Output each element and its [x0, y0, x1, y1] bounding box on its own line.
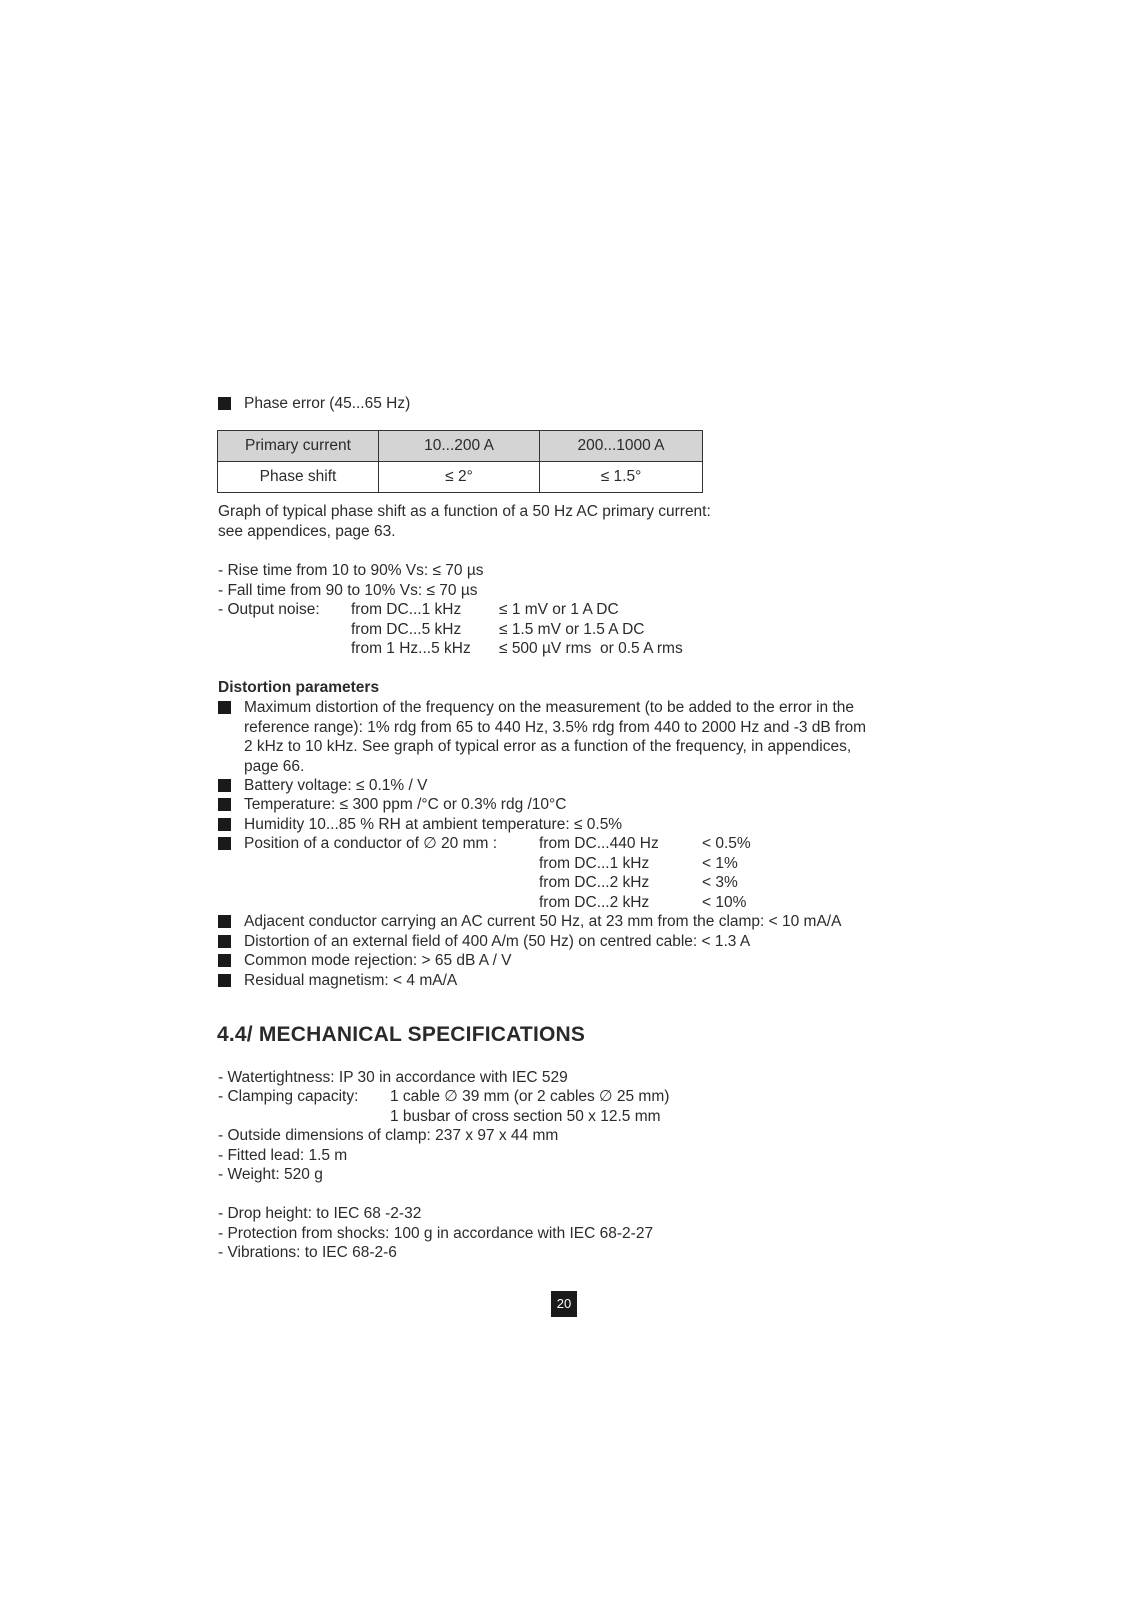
noise-range: from DC...1 kHz: [351, 601, 462, 618]
external-field-item: [218, 932, 913, 952]
phase-error-title: Phase error (45...65 Hz): [244, 395, 411, 412]
table-cell: ≤ 1.5°: [540, 462, 703, 493]
graph-note-line-2: see appendices, page 63.: [218, 523, 396, 540]
battery-item: [218, 776, 913, 796]
outside-dimensions: - Outside dimensions of clamp: 237 x 97 x 44 mm: [218, 1127, 559, 1144]
rise-time: - Rise time from 10 to 90% Vs: ≤ 70 µs: [218, 562, 484, 579]
table-cell: ≤ 2°: [379, 462, 540, 493]
clamping-value-2: 1 busbar of cross section 50 x 12.5 mm: [390, 1108, 661, 1125]
table-cell: 10...200 A: [379, 431, 540, 462]
noise-range: from 1 Hz...5 kHz: [351, 640, 471, 657]
watertightness: - Watertightness: IP 30 in accordance with IEC 529: [218, 1069, 568, 1086]
adjacent-text: Adjacent conductor carrying an AC current 50 Hz, at 23 mm from the clamp: < 10 mA/A: [244, 913, 842, 930]
temperature-item: [218, 795, 913, 815]
position-range: from DC...440 Hz: [539, 835, 659, 852]
square-bullet-icon: [218, 974, 231, 987]
square-bullet-icon: [218, 779, 231, 792]
max-distortion-line: 2 kHz to 10 kHz. See graph of typical error as a function of the frequency, in appendices,: [244, 738, 852, 755]
max-distortion-line: Maximum distortion of the frequency on the measurement (to be added to the error in the: [244, 699, 854, 716]
phase-error-item: [218, 394, 913, 414]
position-value: < 1%: [702, 855, 738, 872]
square-bullet-icon: [218, 798, 231, 811]
common-mode-text: Common mode rejection: > 65 dB A / V: [244, 952, 512, 969]
table-cell: 200...1000 A: [540, 431, 703, 462]
square-bullet-icon: [218, 701, 231, 714]
common-mode-item: [218, 951, 913, 971]
square-bullet-icon: [218, 397, 231, 410]
position-value: < 3%: [702, 874, 738, 891]
drop-height: - Drop height: to IEC 68 -2-32: [218, 1205, 422, 1222]
noise-value: ≤ 500 µV rms or 0.5 A rms: [499, 640, 683, 657]
max-distortion-line: page 66.: [244, 757, 305, 775]
distortion-heading: Distortion parameters: [218, 679, 380, 696]
position-range: from DC...2 kHz: [539, 874, 650, 891]
square-bullet-icon: [218, 954, 231, 967]
adjacent-item: [218, 912, 913, 932]
page-number: 20: [551, 1291, 577, 1317]
noise-range: from DC...5 kHz: [351, 621, 462, 638]
output-noise-label: - Output noise:: [218, 601, 320, 618]
max-distortion-item: [218, 698, 913, 776]
shock-protection: - Protection from shocks: 100 g in accordance with IEC 68-2-27: [218, 1225, 654, 1242]
noise-value: ≤ 1 mV or 1 A DC: [499, 601, 619, 618]
graph-note-line-1: Graph of typical phase shift as a function of a 50 Hz AC primary current:: [218, 503, 711, 520]
humidity-item: [218, 815, 913, 835]
battery-text: Battery voltage: ≤ 0.1% / V: [244, 777, 428, 794]
clamping-label: - Clamping capacity:: [218, 1088, 359, 1105]
clamping-value-1: 1 cable ∅ 39 mm (or 2 cables ∅ 25 mm): [390, 1088, 670, 1105]
section-heading: 4.4/ MECHANICAL SPECIFICATIONS: [217, 1023, 586, 1046]
external-field-text: Distortion of an external field of 400 A/m (50 Hz) on centred cable: < 1.3 A: [244, 933, 751, 950]
position-range: from DC...2 kHz: [539, 894, 650, 911]
position-value: < 10%: [702, 894, 747, 911]
residual-item: [218, 971, 913, 991]
position-range: from DC...1 kHz: [539, 855, 650, 872]
noise-value: ≤ 1.5 mV or 1.5 A DC: [499, 621, 645, 638]
weight: - Weight: 520 g: [218, 1166, 323, 1183]
square-bullet-icon: [218, 818, 231, 831]
table-row: [218, 462, 703, 493]
square-bullet-icon: [218, 935, 231, 948]
square-bullet-icon: [218, 915, 231, 928]
vibrations: - Vibrations: to IEC 68-2-6: [218, 1244, 397, 1261]
fitted-lead: - Fitted lead: 1.5 m: [218, 1147, 348, 1164]
max-distortion-line: reference range): 1% rdg from 65 to 440 Hz, 3.5% rdg from 440 to 2000 Hz and -3 dB from: [244, 718, 867, 736]
table-cell: Primary current: [218, 431, 379, 462]
humidity-text: Humidity 10...85 % RH at ambient temperature: ≤ 0.5%: [244, 816, 623, 833]
table-header-row: [218, 431, 703, 462]
position-value: < 0.5%: [702, 835, 751, 852]
residual-text: Residual magnetism: < 4 mA/A: [244, 972, 458, 989]
temperature-text: Temperature: ≤ 300 ppm /°C or 0.3% rdg /10°C: [244, 796, 567, 813]
position-label: Position of a conductor of ∅ 20 mm :: [244, 835, 498, 852]
phase-error-table: [217, 430, 703, 493]
fall-time: - Fall time from 90 to 10% Vs: ≤ 70 µs: [218, 582, 478, 599]
table-cell: Phase shift: [218, 462, 379, 493]
square-bullet-icon: [218, 837, 231, 850]
